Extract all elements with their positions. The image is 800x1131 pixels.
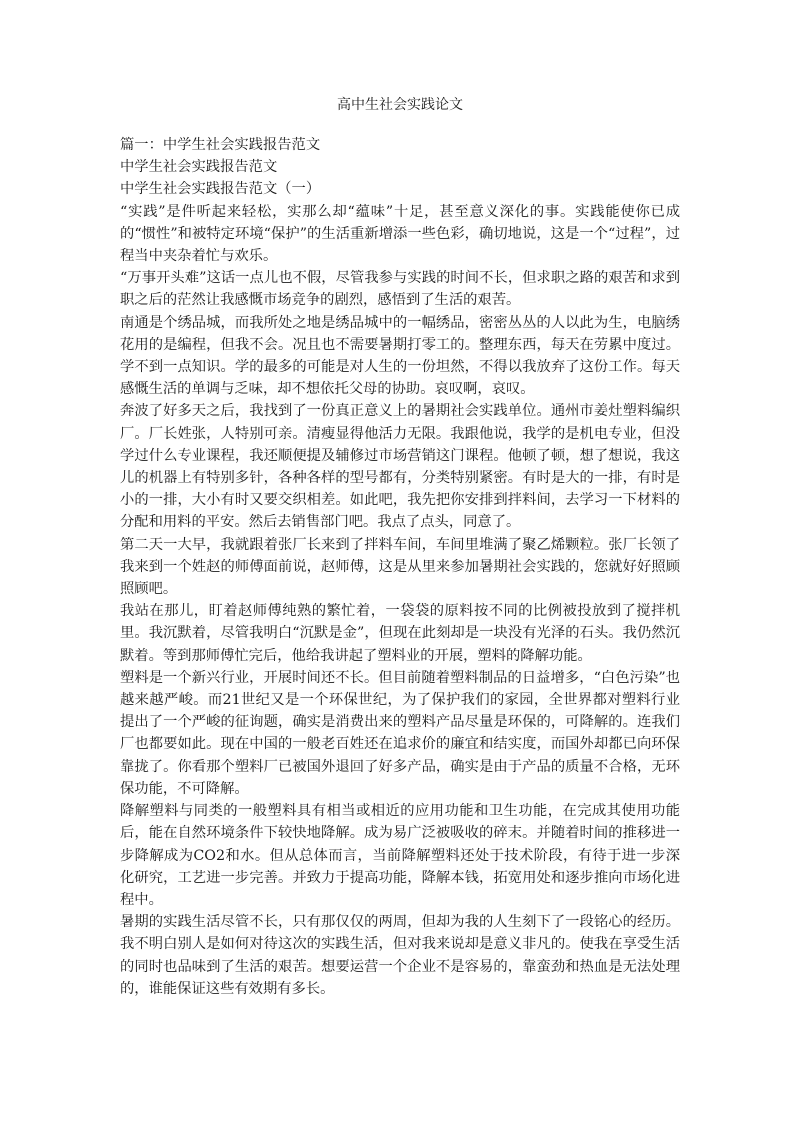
paragraph: 暑期的实践生活尽管不长，只有那仅仅的两周，但却为我的人生刻下了一段铭心的经历。我不明白别人是如何对待这次的实践生活，但对我来说却是意义非凡的。使我在享受生活的同时也品味到了生活的艰苦。想要运营一个企业不是容易的，靠蛮劲和热血是无法处理的，谁能保证这些有效期有多长。	[120, 914, 680, 997]
document-title: 高中生社会实践论文	[337, 97, 463, 113]
paragraph: 我站在那儿，盯着赵师傅纯熟的繁忙着，一袋袋的原料按不同的比例被投放到了搅拌机里。我沉默着，尽管我明白“沉默是金”，但现在此刻却是一块没有光泽的石头。我仍然沉默着。等到那师傅忙完后，他给我讲起了塑料业的开展，塑料的降解功能。	[120, 603, 680, 664]
paragraph: 奔波了好多天之后，我找到了一份真正意义上的暑期社会实践单位。通州市姜灶塑料编织厂。厂长姓张，人特别可亲。清瘦显得他活力无限。我跟他说，我学的是机电专业，但没学过什么专业课程，我还顺便提及辅修过市场营销这门课程。他顿了顿，想了想说，我这儿的机器上有特别多针，各种各样的型号都有，分类特别紧密。有时是大的一排，有时是小的一排，大小有时又要交织相差。如此吧，我先把你安排到拌料间，去学习一下材料的分配和用料的平安。然后去销售部门吧。我点了点头，同意了。	[120, 403, 680, 531]
paragraph: 第二天一大早，我就跟着张厂长来到了拌料车间，车间里堆满了聚乙烯颗粒。张厂长领了我来到一个姓赵的师傅面前说，赵师傅，这是从里来参加暑期社会实践的，您就好好照顾照顾吧。	[120, 536, 680, 598]
subheading: 中学生社会实践报告范文（一）	[120, 181, 321, 198]
section-heading: 篇一：中学生社会实践报告范文	[120, 137, 321, 153]
subheading: 中学生社会实践报告范文	[120, 159, 278, 176]
paragraph: “实践”是件听起来轻松，实那么却“蕴味”十足，甚至意义深化的事。实践能使你已成的“惯性”和被特定环境“保护”的生活重新增添一些色彩，确切地说，这是一个“过程”，过程当中夹杂着忙与欢乐。	[120, 203, 680, 265]
document-body	[120, 134, 680, 1000]
paragraph: 南通是个绣品城，而我所处之地是绣品城中的一幅绣品，密密丛丛的人以此为生，电脑绣花用的是编程，但我不会。况且也不需要暑期打零工的。整理东西，每天在劳累中度过。学不到一点知识。学的最多的可能是对人生的一份坦然，不得以我放弃了这份工作。每天感慨生活的单调与乏味，却不想依托父母的协助。哀叹啊，哀叹。	[120, 314, 680, 398]
paragraph: 塑料是一个新兴行业，开展时间还不长。但目前随着塑料制品的日益增多，“白色污染”也越来越严峻。而21世纪又是一个环保世纪，为了保护我们的家园，全世界都对塑料行业提出了一个严峻的征询题，确实是消费出来的塑料产品尽量是环保的，可降解的。连我们厂也都要如此。现在中国的一般老百姓还在追求价的廉宜和结实度，而国外却都已向环保靠拢了。你看那个塑料厂已被国外退回了好多产品，确实是由于产品的质量不合格，无环保功能，不可降解。	[120, 669, 680, 797]
paragraph: 降解塑料与同类的一般塑料具有相当或相近的应用功能和卫生功能，在完成其使用功能后，能在自然环境条件下较快地降解。成为易广泛被吸收的碎末。并随着时间的推移进一步降解成为CO2和水。但从总体而言，当前降解塑料还处于技术阶段，有待于进一步深化研究，工艺进一步完善。并致力于提高功能，降解本钱，拓宽用处和逐步推向市场化进程中。	[120, 803, 680, 908]
paragraph: “万事开头难”这话一点儿也不假，尽管我参与实践的时间不长，但求职之路的艰苦和求到职之后的茫然让我感慨市场竞争的剧烈，感悟到了生活的艰苦。	[120, 270, 680, 309]
